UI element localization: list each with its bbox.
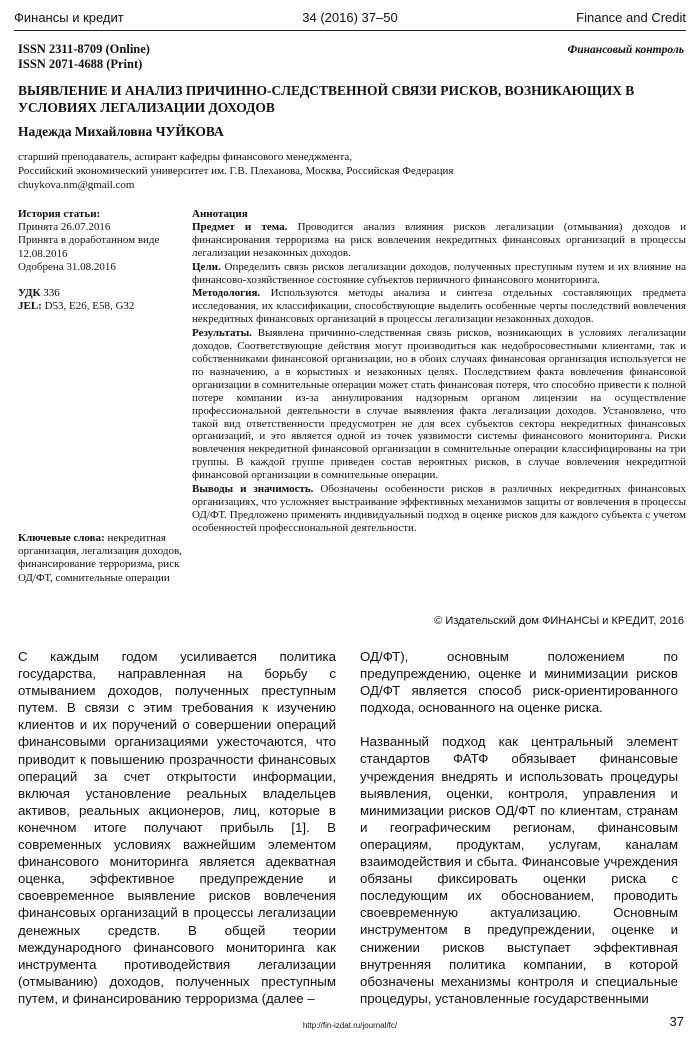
- keywords-block: [18, 532, 186, 585]
- copyright-text: Издательский дом ФИНАНСЫ и КРЕДИТ, 2016: [445, 615, 684, 627]
- received-date: Принята 26.07.2016: [18, 221, 111, 234]
- copyright-icon: ©: [434, 615, 443, 627]
- abstract-results: [192, 327, 686, 482]
- method-label: Методология.: [192, 287, 261, 300]
- method-text: Используются методы анализа и синтеза отдельных составляющих предмета исследования, их классификации, способствующие выделить особенные черты последствий вовлечения некредитных финансовых организаций в процессы легализации незаконных доходов.: [192, 287, 687, 326]
- abstract-block: [192, 208, 686, 536]
- results-label: Результаты.: [192, 327, 252, 340]
- author-name: Надежда Михайловна ЧУЙКОВА: [18, 124, 224, 139]
- article-title: ВЫЯВЛЕНИЕ И АНАЛИЗ ПРИЧИННО-СЛЕДСТВЕННОЙ СВЯЗИ РИСКОВ, ВОЗНИКАЮЩИХ В УСЛОВИЯХ ЛЕГАЛИЗАЦИИ ДОХОДОВ: [18, 83, 635, 115]
- udc-line: [18, 287, 186, 300]
- body-column-left: [18, 648, 336, 1007]
- affiliation-university: Российский экономический университет им. Г.В. Плеханова, Москва, Российская Федерация: [18, 165, 454, 177]
- keywords-label: Ключевые слова:: [18, 532, 105, 544]
- running-header: [14, 8, 686, 30]
- journal-name-en: Finance and Credit: [576, 10, 686, 25]
- abstract-heading: Аннотация: [192, 208, 248, 220]
- jel-value: D53, E26, E58, G32: [44, 300, 135, 313]
- header-rule: [14, 30, 686, 31]
- issn-online: ISSN 2311-8709 (Online): [18, 42, 150, 56]
- copyright-line: [434, 615, 684, 627]
- udc-label: УДК: [18, 287, 41, 300]
- author-email[interactable]: chuykova.nm@gmail.com: [18, 179, 135, 191]
- issn-print: ISSN 2071-4688 (Print): [18, 57, 143, 71]
- body-paragraph: ОД/ФТ), основным положением по предупреждению, оценке и минимизации рисков ОД/ФТ является способ риск-ориентированного подхода, основанного на оценке риска.: [360, 649, 678, 716]
- body-column-right: [360, 648, 678, 1007]
- article-meta: [18, 208, 186, 313]
- jel-line: [18, 300, 186, 313]
- journal-name-ru: Финансы и кредит: [14, 10, 124, 25]
- topic-label: Предмет и тема.: [192, 220, 288, 233]
- results-text: Выявлена причинно-следственная связь рисков, возникающих в условиях легализации доходов. Соответствующие действия могут производиться как недобросовестными клиентами, так и собственниками финансовой организации, но в обоих случаях финансовая организация используется не по назначению, а в корыстных и незаконных целях. Последствием факта вовлечения финансовой организации в сомнительные операции может стать финансовая потеря, что способно привести к полной потере компании из-за аннулирования надзорным органом лицензии на осуществление профессиональной деятельности в случае выявления факта легализации доходов. Установлено, что такой вид ответственности предусмотрен не для всех субъектов сектора некредитных финансовых организаций, и это является одной из точек уязвимости системы финансового мониторинга. Риски вовлечения некредитной финансовой организации в сомнительные операции классифицированы на три группы. В каждой группе приведен состав вероятных рисков, в случае вовлечения некредитной финансовой организации в сомнительные операции.: [192, 327, 686, 482]
- footer-url[interactable]: http://fin-izdat.ru/journal/fc/: [302, 1021, 398, 1030]
- issue-info: 34 (2016) 37–50: [302, 10, 398, 25]
- abstract-goals: [192, 261, 686, 287]
- abstract-topic: [192, 221, 686, 260]
- keywords-text: некредитная организация, легализация доходов, финансирование терроризма, риск ОД/ФТ, сомнительные операции: [18, 532, 182, 584]
- author-affiliation: [18, 150, 680, 192]
- conclusions-label: Выводы и значимость.: [192, 483, 314, 496]
- jel-label: JEL:: [18, 300, 42, 313]
- abstract-conclusions: [192, 483, 686, 535]
- approved-date: Одобрена 31.08.2016: [18, 260, 116, 273]
- history-label: История статьи:: [18, 208, 101, 220]
- goals-text: Определить связь рисков легализации доходов, полученных преступным путем и их влияние на финансово-хозяйственное состояние субъектов первичного финансового мониторинга.: [192, 260, 687, 286]
- abstract-method: [192, 287, 686, 326]
- page-number: 37: [669, 1014, 684, 1029]
- body-paragraph: С каждым годом усиливается политика государства, направленная на борьбу с отмыванием доходов, полученных преступным путем. В связи с этим требования к изучению клиентов и их поручений о совершении операций финансовыми организациями ужесточаются, что приводит к повышению прозрачности финансовых операций за счет открытости информации, включая установление реальных владельцев активов, реальных акционеров, лиц, которые в конечном итоге получают прибыль [1]. В современных условиях важнейшим элементом финансового мониторинга является адекватная оценка, эффективное предупреждение и своевременное выявление рисков вовлечения финансовых организаций в процессы легализации денежных средств. В общей теории международного финансового мониторинга как инструмента противодействия легализации (отмыванию) доходов, полученных преступным путем, и финансированию терроризма (далее –: [18, 649, 336, 1006]
- affiliation-position: старший преподаватель, аспирант кафедры финансового менеджмента,: [18, 151, 353, 163]
- issn-block: [18, 42, 150, 72]
- topic-text: Проводится анализ влияния рисков легализации (отмывания) доходов и финансирования терроризма на риск вовлечения некредитных финансовых организаций в процессы легализации незаконных доходов.: [192, 220, 686, 259]
- udc-value: 336: [43, 287, 60, 300]
- revised-date: Принята в доработанном виде 12.08.2016: [18, 234, 160, 260]
- body-paragraph: Названный подход как центральный элемент стандартов ФАТФ обязывает финансовые учреждения внедрять и использовать процедуры выявления, оценки, контроля, управления и минимизации рисков ОД/ФТ по клиентам, странам и географическим регионам, финансовым операциям, продуктам, услугам, каналам взаимодействия и сбыта. Финансовые учреждения обязаны фиксировать оценки риска с последующим их обоснованием, проводить своевременную актуализацию. Основным инструментом в предупреждении, оценке и снижении рисков выступает эффективная внутренняя политика компании, в которой обозначены механизмы контроля и специальные процедуры, установленные государственными: [360, 734, 678, 1006]
- section-name: Финансовый контроль: [567, 44, 684, 56]
- goals-label: Цели.: [192, 260, 221, 273]
- conclusions-text: Обозначены особенности рисков в различных некредитных финансовых организациях, что усложняет выстраивание эффективных механизмов защиты от вовлечения в процессы ОД/ФТ. Предложено применять индивидуальный подход в оценке рисков для каждого субъекта с учетом особенностей профессиональной деятельности.: [192, 483, 686, 534]
